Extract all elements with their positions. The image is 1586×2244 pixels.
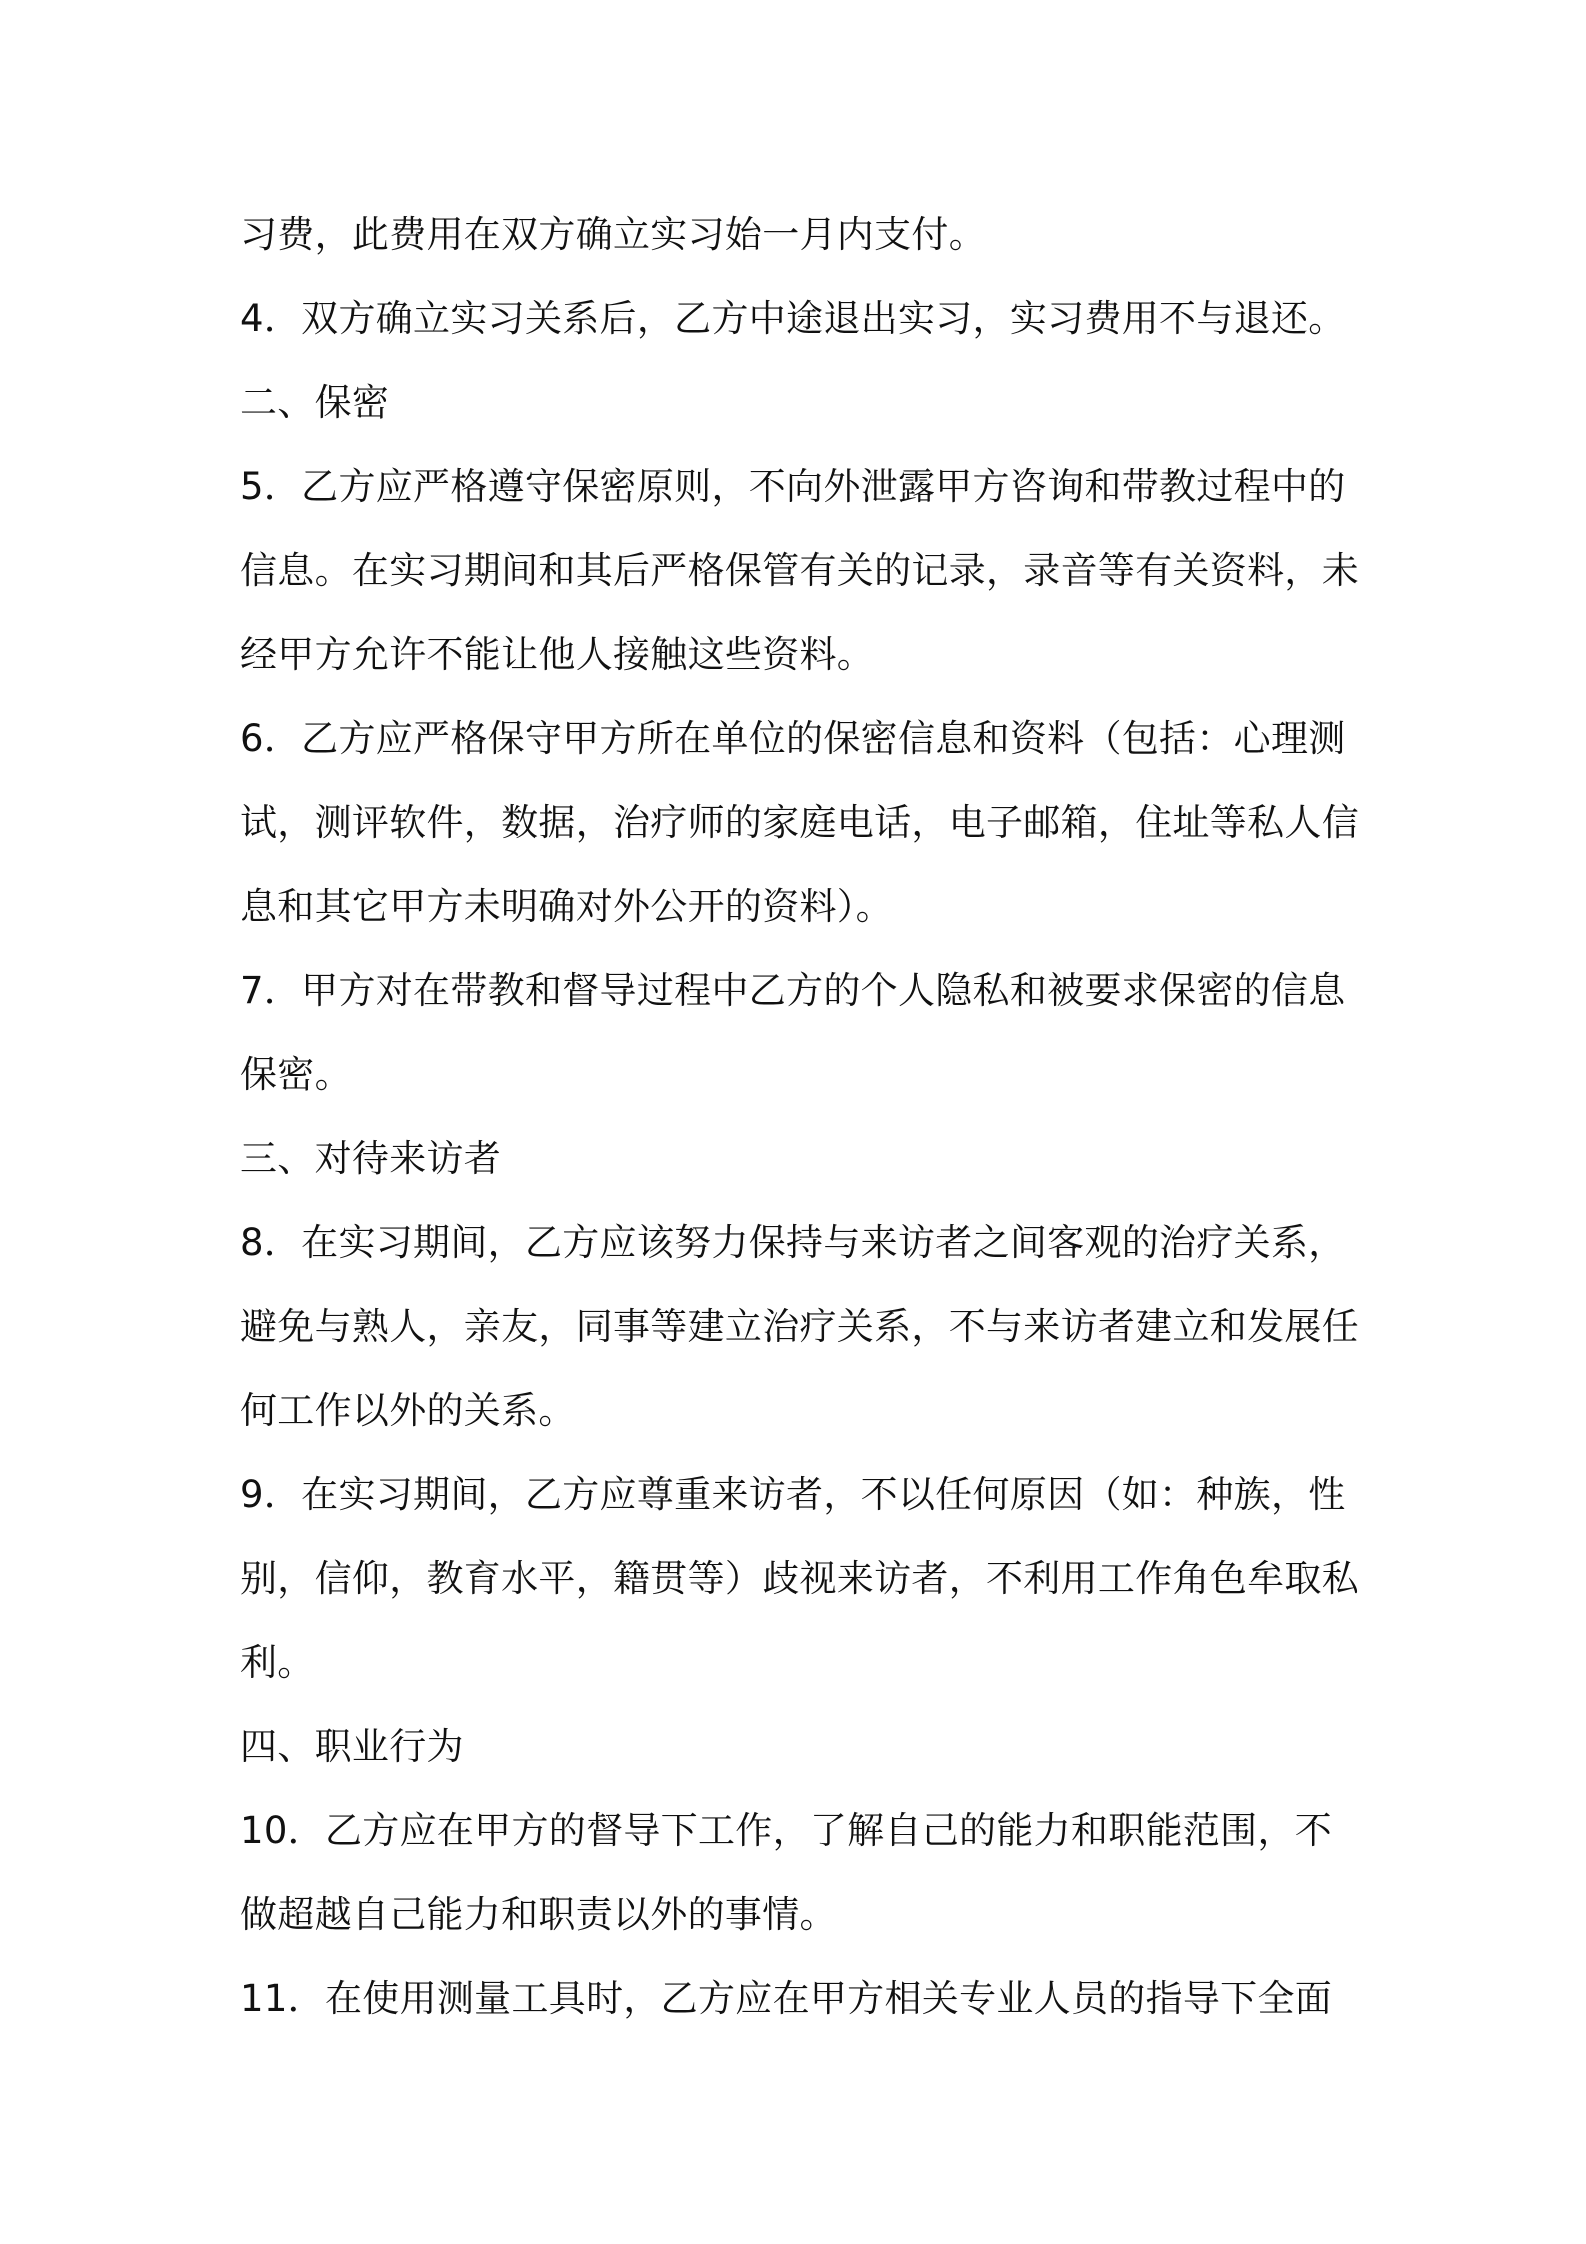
text-line: 避免与熟人，亲友，同事等建立治疗关系，不与来访者建立和发展任 [240, 1305, 1359, 1348]
text-line: 别，信仰，教育水平，籍贯等）歧视来访者，不利用工作角色牟取私 [240, 1557, 1359, 1600]
document-body [240, 193, 1359, 2041]
text-line: 经甲方允许不能让他人接触这些资料。 [240, 633, 875, 676]
clause-11: 11．在使用测量工具时，乙方应在甲方相关专业人员的指导下全面 [240, 1977, 1333, 2020]
clause-10: 10．乙方应在甲方的督导下工作，了解自己的能力和职能范围，不 [240, 1809, 1333, 1852]
clause-4: 4．双方确立实习关系后，乙方中途退出实习，实习费用不与退还。 [240, 297, 1346, 340]
clause-7: 7．甲方对在带教和督导过程中乙方的个人隐私和被要求保密的信息 [240, 969, 1346, 1012]
text-line: 试，测评软件，数据，治疗师的家庭电话，电子邮箱，住址等私人信 [240, 801, 1359, 844]
clause-6: 6．乙方应严格保守甲方所在单位的保密信息和资料（包括：心理测 [240, 717, 1346, 760]
clause-9: 9．在实习期间，乙方应尊重来访者，不以任何原因（如：种族，性 [240, 1473, 1346, 1516]
section-heading-visitors: 三、对待来访者 [240, 1137, 502, 1180]
text-line: 信息。在实习期间和其后严格保管有关的记录，录音等有关资料，未 [240, 549, 1359, 592]
text-line: 保密。 [240, 1053, 352, 1096]
section-heading-confidentiality: 二、保密 [240, 381, 390, 424]
text-line: 做超越自己能力和职责以外的事情。 [240, 1893, 837, 1936]
text-line: 息和其它甲方未明确对外公开的资料）。 [240, 885, 893, 928]
text-line: 习费，此费用在双方确立实习始一月内支付。 [240, 213, 986, 256]
clause-8: 8．在实习期间，乙方应该努力保持与来访者之间客观的治疗关系， [240, 1221, 1346, 1264]
clause-5: 5．乙方应严格遵守保密原则，不向外泄露甲方咨询和带教过程中的 [240, 465, 1346, 508]
text-line: 何工作以外的关系。 [240, 1389, 576, 1432]
section-heading-professional-conduct: 四、职业行为 [240, 1725, 464, 1768]
text-line: 利。 [240, 1641, 315, 1684]
